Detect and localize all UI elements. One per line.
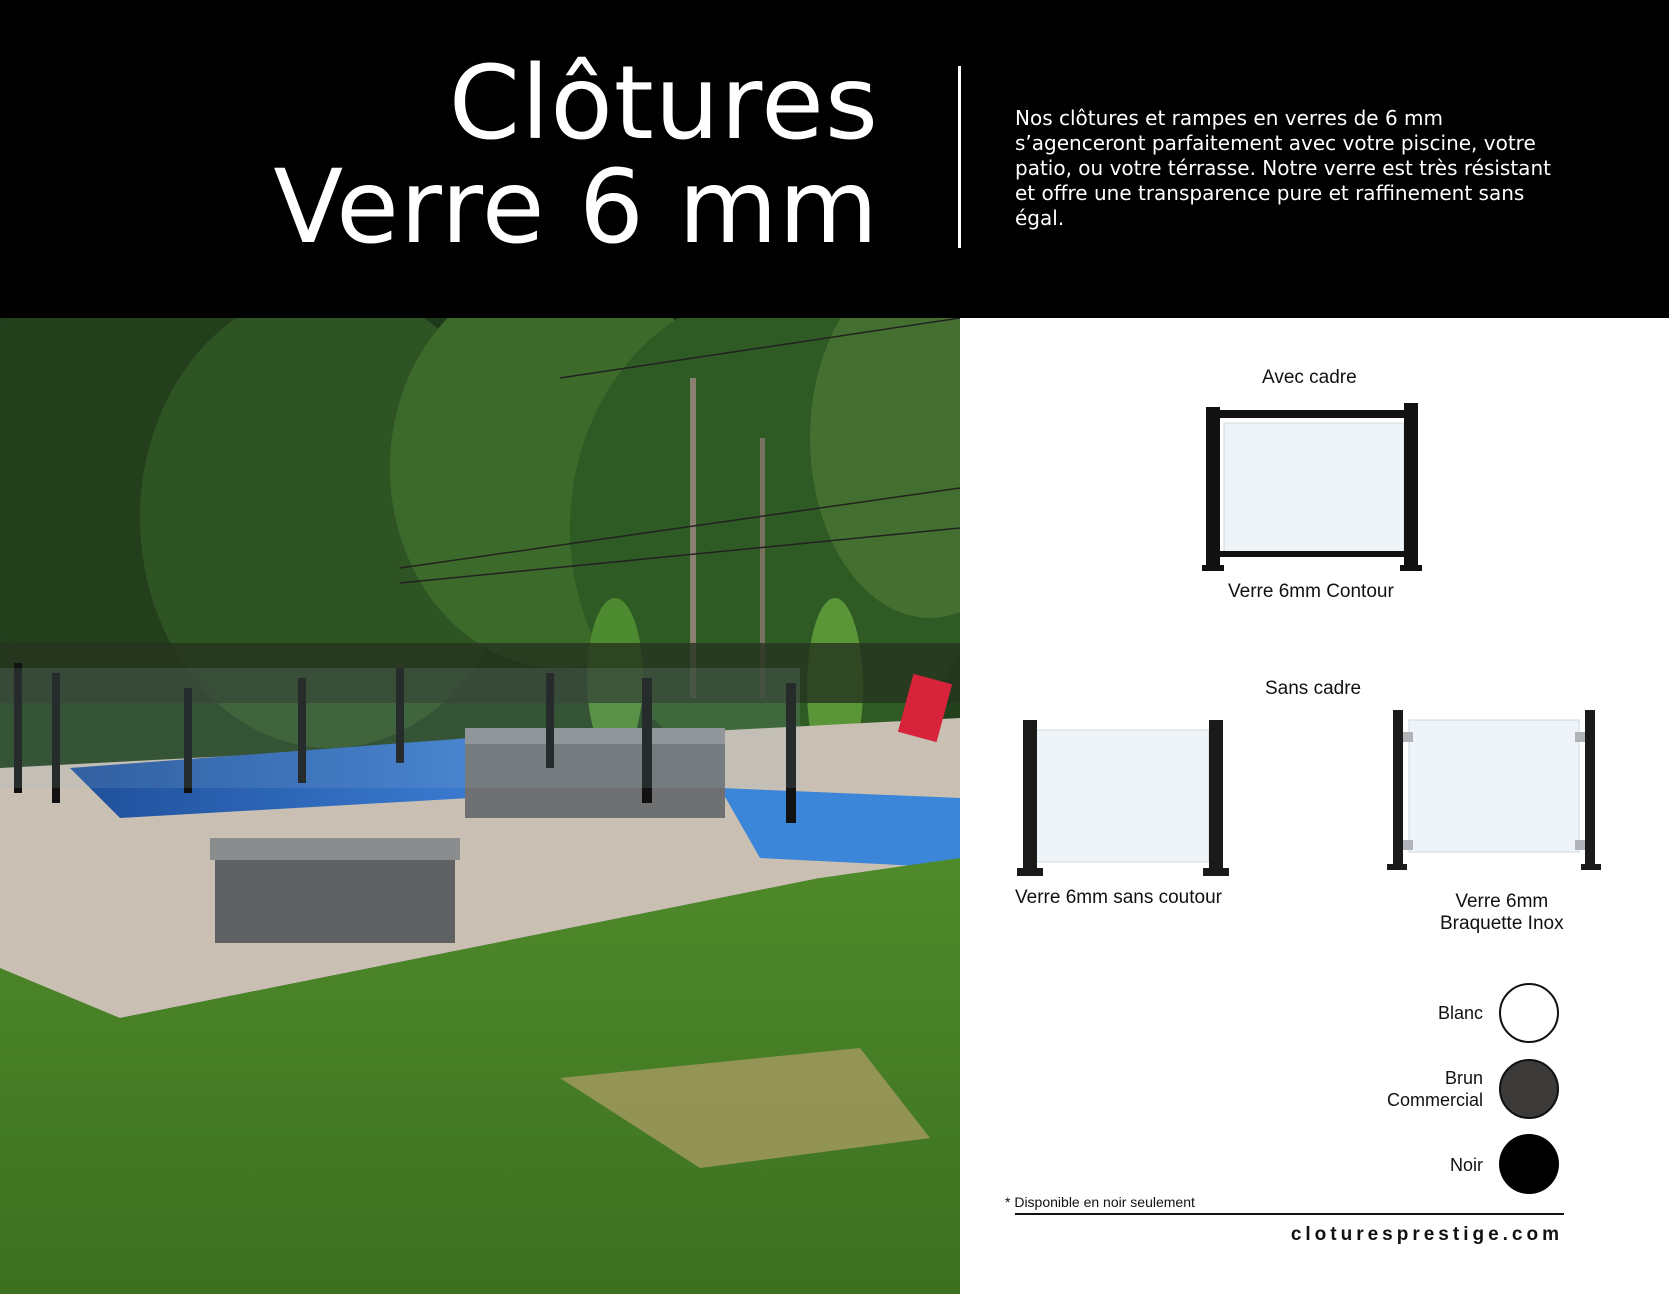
with-frame-heading: Avec cadre — [1262, 367, 1357, 388]
color-swatch-blanc — [1499, 983, 1559, 1043]
footer-rule — [1015, 1213, 1564, 1215]
inox-model-line-1: Verre 6mm — [1455, 891, 1549, 912]
frameless-heading: Sans cadre — [1265, 678, 1362, 699]
color-label-brun-line-2: Commercial — [1386, 1090, 1483, 1110]
page-title — [273, 44, 879, 267]
header-divider — [958, 66, 961, 248]
contour-model-label: Verre 6mm Contour — [1228, 581, 1394, 602]
inox-model-line-2: Braquette Inox — [1440, 913, 1564, 934]
contour-fence-illustration — [1202, 399, 1422, 575]
website-url: cloturesprestige.com — [1290, 1224, 1563, 1245]
color-label-brun-line-1: Brun — [1444, 1068, 1483, 1088]
inox-bracket-fence-illustration — [1385, 708, 1607, 874]
inox-model-label — [1440, 891, 1564, 935]
title-line-1: Clôtures — [448, 44, 879, 163]
color-swatch-noir — [1499, 1134, 1559, 1194]
frameless-model-1-label: Verre 6mm sans coutour — [1015, 887, 1222, 908]
color-label-noir: Noir — [1449, 1155, 1483, 1175]
color-swatch-brun-commercial — [1499, 1059, 1559, 1119]
header-banner — [0, 0, 1669, 318]
color-label-brun-commercial — [1387, 1067, 1483, 1111]
intro-text: Nos clôtures et rampes en verres de 6 mm s’agenceront parfaitement avec votre piscine, votre patio, ou votre térrasse. Notre verre est très résistant et offre une transparence pure et raffinement sans égal. — [1015, 106, 1551, 230]
availability-footnote: * Disponible en noir seulement — [1005, 1194, 1195, 1210]
title-line-2: Verre 6 mm — [273, 148, 879, 267]
color-label-blanc: Blanc — [1437, 1003, 1483, 1023]
frameless-fence-illustration — [1013, 716, 1235, 878]
backyard-pool-photo — [0, 318, 960, 1294]
